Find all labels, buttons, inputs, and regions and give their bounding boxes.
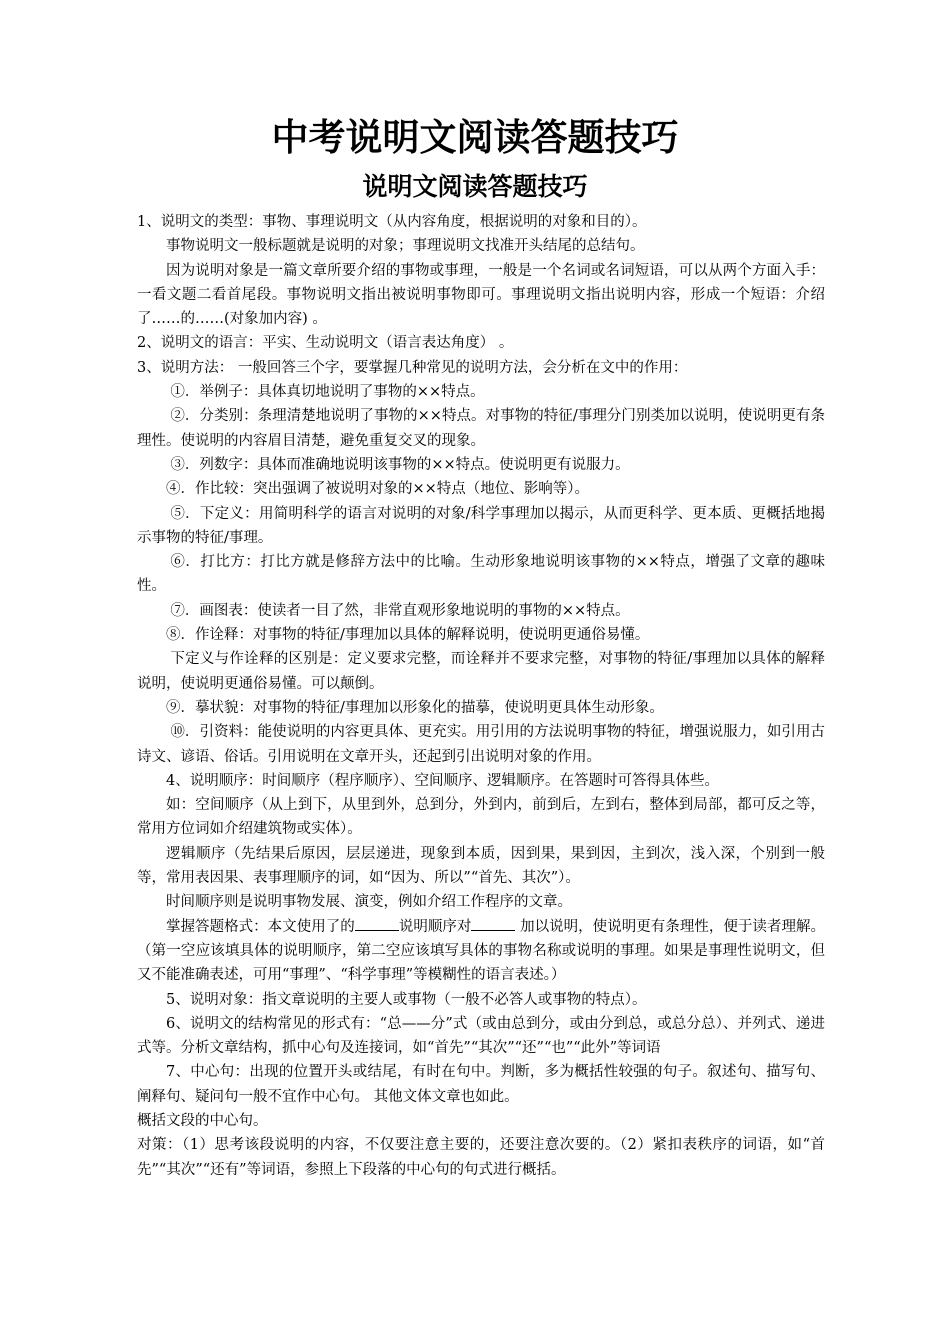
method-item: ⑩．引资料：能使说明的内容更具体、更充实。用引用的方法说明事物的特征，增强说服力，如引用古诗文、谚语、俗话。引用说明在文章开头，还起到引出说明对象的作用。 [137, 724, 825, 765]
paragraph-types: 1、说明文的类型：事物、事理说明文（从内容角度，根据说明的对象和目的）。 [137, 214, 647, 230]
method-item: ⑧．作诠释：对事物的特征/事理加以具体的解释说明，使说明更通俗易懂。 [166, 627, 650, 644]
paragraph: 事物说明文一般标题就是说明的对象；事理说明文找准开头结尾的总结句。 [166, 238, 645, 255]
paragraph: 逻辑顺序（先结果后原因，层层递进，现象到本质，因到果，果到因，主到次，浅入深，个别到一般等，常用表因果、表事理顺序的词，如“因为、所以”“首先、其次”）。 [137, 845, 825, 887]
paragraph-answer-format [137, 915, 825, 988]
paragraph-methods: 3、说明方法： 一般回答三个字，要掌握几种常见的说明方法，会分析在文中的作用： [137, 359, 688, 376]
method-item: ⑥．打比方：打比方就是修辞方法中的比喻。生动形象地说明该事物的××特点，增强了文章的趣味性。 [137, 554, 825, 595]
answer-format-text-3: 加以说明，使说明更有条理性，便于读者理解。（第一空应该填具体的说明顺序，第二空应该填写具体的事物名称或说明的事理。如果是事理性说明文，但又不能准确表述，可用“事理”、“科学事理”等模糊性的语言表述。） [137, 918, 826, 984]
paragraph-central-sentence: 7、中心句：出现的位置开头或结尾，有时在句中。判断，多为概括性较强的句子。叙述句、描写句、阐释句、疑问句一般不宜作中心句。 其他文体文章也如此。 [137, 1064, 825, 1105]
method-item: ⑦．画图表：使读者一目了然，非常直观形象地说明的事物的××特点。 [170, 602, 630, 619]
paragraph: 时间顺序则是说明事物发展、演变，例如介绍工作程序的文章。 [166, 894, 572, 911]
fill-blank-2 [471, 916, 515, 931]
method-item: ④．作比较：突出强调了被说明对象的××特点（地位、影响等）。 [166, 481, 590, 498]
document-subtitle: 说明文阅读答题技巧 [362, 172, 588, 201]
paragraph: 下定义与作诠释的区别是：定义要求完整，而诠释并不要求完整，对事物的特征/事理加以具体的解释说明，使说明更通俗易懂。可以颠倒。 [137, 651, 825, 692]
answer-format-text-1: 掌握答题格式：本文使用了的 [166, 918, 355, 935]
fill-blank-1 [355, 916, 399, 931]
document-body [137, 210, 825, 1182]
paragraph: 概括文段的中心句。 [137, 1112, 268, 1129]
method-item: ②．分类别：条理清楚地说明了事物的××特点。对事物的特征/事理分门别类加以说明，使说明更有条理性。使说明的内容眉目清楚，避免重复交叉的现象。 [137, 408, 825, 449]
paragraph-language: 2、说明文的语言：平实、生动说明文（语言表达角度） 。 [137, 335, 514, 352]
paragraph-order: 4、说明顺序：时间顺序（程序顺序）、空间顺序、逻辑顺序。在答题时可答得具体些。 [166, 772, 719, 789]
method-item: ⑨．摹状貌：对事物的特征/事理加以形象化的描摹，使说明更具体生动形象。 [166, 699, 664, 716]
paragraph-structure: 6、说明文的结构常见的形式有：“总——分”式（或由总到分，或由分到总，或总分总）、并列式、递进式等。分析文章结构，抓中心句及连接词，如“首先”“其次”“还”“也”“此外”等词语 [137, 1015, 825, 1057]
paragraph: 因为说明对象是一篇文章所要介绍的事物或事理，一般是一个名词或名词短语，可以从两个方面入手：一看文题二看首尾段。事物说明文指出被说明事物即可。事理说明文指出说明内容，形成一个短语：介绍了……的……(对象加内容) 。 [137, 262, 825, 328]
paragraph-object: 5、说明对象：指文章说明的主要人或事物（一般不必答人或事物的特点）。 [166, 991, 647, 1008]
method-item: ⑤．下定义：用简明科学的语言对说明的对象/科学事理加以揭示，从而更科学、更本质、更概括地揭示事物的特征/事理。 [137, 505, 825, 546]
paragraph: 如：空间顺序（从上到下，从里到外，总到分，外到内，前到后，左到右，整体到局部，都可反之等，常用方位词如介绍建筑物或实体）。 [137, 797, 825, 838]
answer-format-text-2: 说明顺序对 [398, 918, 472, 935]
paragraph-strategy: 对策：（1）思考该段说明的内容，不仅要注意主要的，还要注意次要的。（2）紧扣表秩序的词语，如“首先”“其次”“还有”等词语，参照上下段落的中心句的句式进行概括。 [137, 1137, 826, 1178]
document-title: 中考说明文阅读答题技巧 [271, 115, 679, 159]
method-item: ①．举例子：具体真切地说明了事物的××特点。 [170, 384, 485, 401]
method-item: ③．列数字：具体而准确地说明该事物的××特点。使说明更有说服力。 [170, 456, 630, 473]
